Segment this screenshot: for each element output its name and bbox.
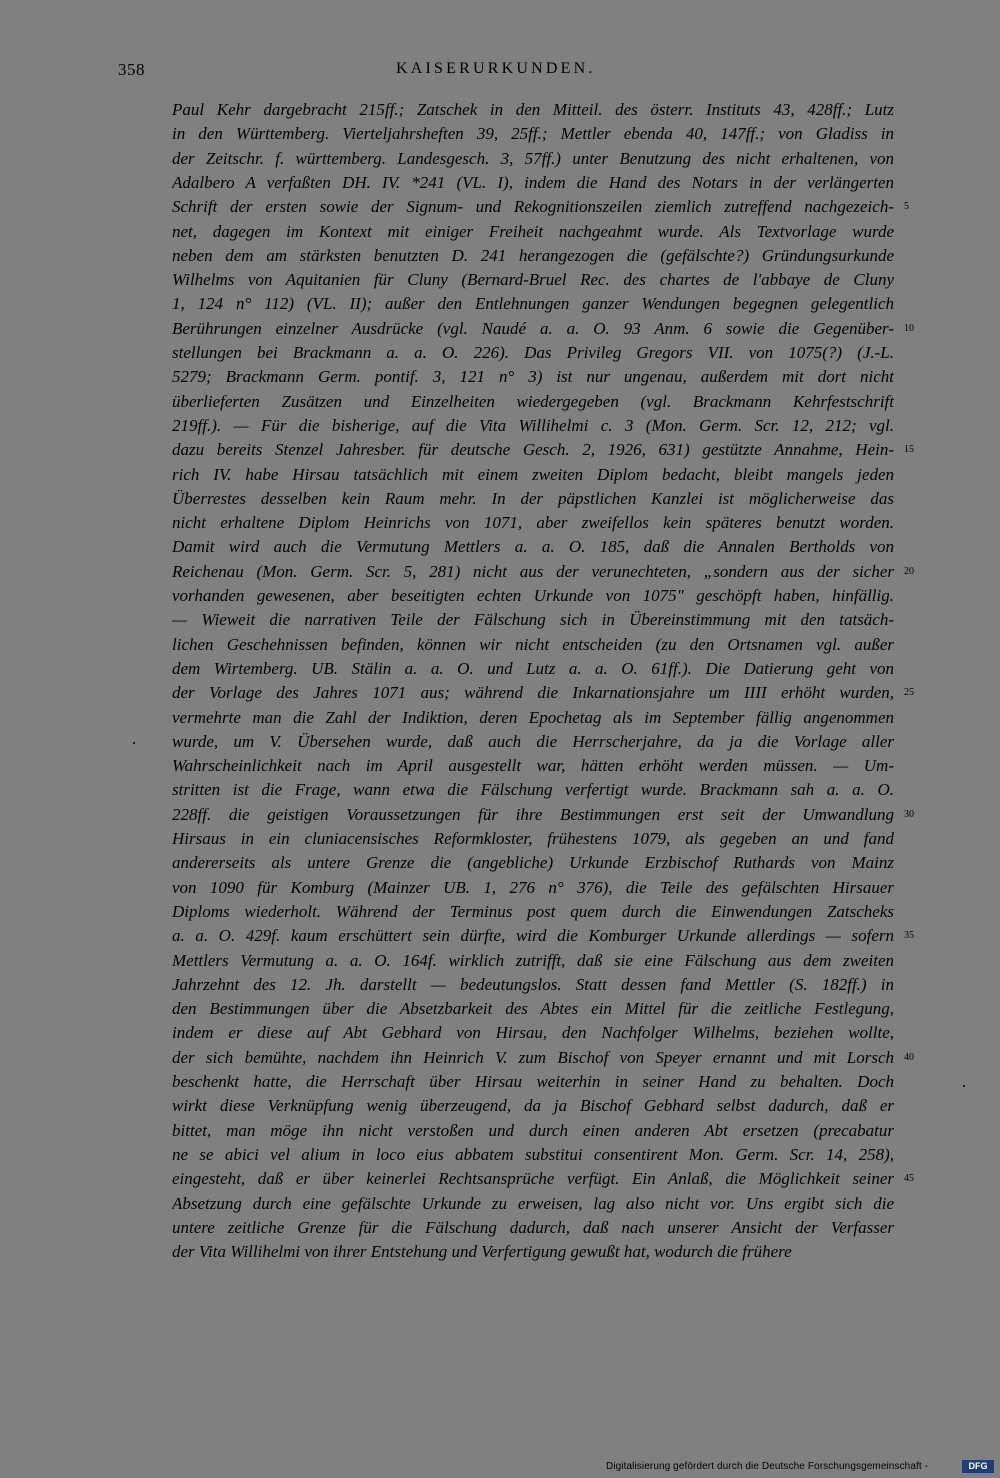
- text-line: den Bestimmungen über die Absetzbarkeit des Abtes ein Mittel für die zeitliche Festlegung,: [172, 999, 894, 1019]
- text-line: Paul Kehr dargebracht 215ff.; Zatschek in den Mitteil. des österr. Instituts 43, 428ff.; Lutz: [172, 100, 894, 119]
- margin-line-number: 30: [904, 808, 914, 820]
- text-line: beschenkt hatte, die Herrschaft über Hirsau weiterhin in seiner Hand zu behalten. Doch: [172, 1072, 894, 1091]
- margin-line-number: 5: [904, 201, 909, 213]
- text-line: 219ff.). — Für die bisherige, auf die Vita Willihelmi c. 3 (Mon. Germ. Scr. 12, 212; vgl.: [172, 415, 894, 435]
- text-line: neben dem am stärksten benutzten D. 241 herangezogen die (gefälschte?) Gründungsurkunde: [172, 245, 894, 265]
- margin-line-number: 25: [904, 687, 914, 699]
- text-line: Berührungen einzelner Ausdrücke (vgl. Naudé a. a. O. 93 Anm. 6 sowie die Gegenüber-: [172, 318, 894, 338]
- text-line: Reichenau (Mon. Germ. Scr. 5, 281) nicht aus der verunechteten, „sondern aus der sicher: [172, 561, 894, 581]
- text-line: vorhanden gewesenen, aber beseitigten echten Urkunde von 1075" geschöpft haben, hinfällig.: [172, 586, 894, 605]
- text-line: Hirsaus in ein cluniacensisches Reformkloster, frühestens 1079, als gegeben an und fand: [172, 829, 894, 848]
- page-header: [0, 60, 1000, 84]
- text-line: 228ff. die geistigen Voraussetzungen für ihre Bestimmungen erst seit der Umwandlung: [172, 804, 894, 824]
- text-line: Mettlers Vermutung a. a. O. 164f. wirklich zutrifft, daß sie eine Fälschung aus dem zweiten: [172, 950, 894, 970]
- text-line: vermehrte man die Zahl der Indiktion, deren Epochetag als im September fällig angenommen: [172, 707, 894, 727]
- text-line: 5279; Brackmann Germ. pontif. 3, 121 n° 3) ist nur ungenau, außerdem mit dort nicht: [172, 367, 894, 387]
- text-line: wurde, um V. Übersehen wurde, daß auch die Herrscherjahre, da ja die Vorlage aller: [172, 731, 894, 751]
- text-line: Überrestes desselben kein Raum mehr. In der päpstlichen Kanzlei ist möglicherweise das: [172, 488, 894, 508]
- text-line: indem er diese auf Abt Gebhard von Hirsau, den Nachfolger Wilhelms, beziehen wollte,: [172, 1023, 894, 1043]
- text-line: ne se abici vel alium in loco eius abbatem substitui consentirent Mon. Germ. Scr. 14, 258),: [172, 1144, 894, 1164]
- text-line: der Zeitschr. f. württemberg. Landesgesch. 3, 57ff.) unter Benutzung des nicht erhaltenen, von: [172, 148, 894, 168]
- margin-line-number: 15: [904, 444, 914, 456]
- text-line: Jahrzehnt des 12. Jh. darstellt — bedeutungslos. Statt dessen fand Mettler (S. 182ff.) in: [172, 974, 894, 994]
- text-line: wirkt diese Verknüpfung wenig überzeugend, da ja Bischof Gebhard selbst dadurch, daß er: [172, 1096, 894, 1116]
- text-line: von 1090 für Komburg (Mainzer UB. 1, 276 n° 376), die Teile des gefälschten Hirsauer: [172, 877, 894, 897]
- text-line: untere zeitliche Grenze für die Fälschung dadurch, daß nach unserer Ansicht der Verfasser: [172, 1217, 894, 1237]
- text-line: in den Württemberg. Vierteljahrsheften 39, 25ff.; Mettler ebenda 40, 147ff.; von Gladiss in: [172, 124, 894, 144]
- text-line: Wilhelms von Aquitanien für Cluny (Bernard-Bruel Rec. des chartes de l'abbaye de Cluny: [172, 270, 894, 290]
- text-line: stritten ist die Frage, wann etwa die Fälschung verfertigt wurde. Brackmann sah a. a. O.: [172, 780, 894, 800]
- margin-line-number: 40: [904, 1051, 914, 1063]
- text-line: — Wieweit die narrativen Teile der Fälschung sich in Übereinstimmung mit den tatsäch-: [172, 610, 894, 630]
- page-number: 358: [118, 60, 145, 79]
- margin-line-number: 10: [904, 322, 914, 334]
- scan-speck: [963, 1085, 965, 1087]
- margin-line-number: 45: [904, 1173, 914, 1185]
- text-line: dazu bereits Stenzel Jahresber. für deutsche Gesch. 2, 1926, 631) gestützte Annahme, Hein-: [172, 440, 894, 460]
- text-line: Diploms wiederholt. Während der Terminus post quem durch die Einwendungen Zatscheks: [172, 901, 894, 921]
- text-line: andererseits als untere Grenze die (angebliche) Urkunde Erzbischof Ruthards von Mainz: [172, 853, 894, 873]
- text-line: bittet, man möge ihn nicht verstoßen und durch einen anderen Abt ersetzen (precabatur: [172, 1120, 894, 1140]
- text-line: eingesteht, daß er über keinerlei Rechtsansprüche verfügt. Ein Anlaß, die Möglichkeit seiner: [172, 1169, 894, 1189]
- digitization-credit: Digitalisierung gefördert durch die Deutsche Forschungsgemeinschaft -: [606, 1461, 929, 1472]
- text-line: Absetzung durch eine gefälschte Urkunde zu erweisen, lag also nicht vor. Uns ergibt sich die: [172, 1193, 894, 1213]
- dfg-logo: DFG: [962, 1460, 994, 1473]
- text-line: 1, 124 n° 112) (VL. II); außer den Entlehnungen ganzer Wendungen begegnen gelegentlich: [172, 294, 894, 314]
- text-line: Wahrscheinlichkeit nach im April ausgestellt war, hätten erhöht werden müssen. — Um-: [172, 756, 894, 776]
- text-line: net, dagegen im Kontext mit einiger Freiheit nachgeahmt wurde. Als Textvorlage wurde: [172, 221, 894, 241]
- text-line: Damit wird auch die Vermutung Mettlers a. a. O. 185, daß die Annalen Bertholds von: [172, 537, 894, 557]
- text-line: lichen Geschehnissen befinden, können wir nicht entscheiden (zu den Ortsnamen vgl. außer: [172, 634, 894, 654]
- scan-speck: [133, 742, 135, 744]
- text-line: der Vorlage des Jahres 1071 aus; während die Inkarnationsjahre um IIII erhöht wurden,: [172, 683, 894, 703]
- text-line: der Vita Willihelmi von ihrer Entstehung und Verfertigung gewußt hat, wodurch die frühere: [172, 1242, 792, 1262]
- text-line: überlieferten Zusätzen und Einzelheiten wiedergegeben (vgl. Brackmann Kehrfestschrift: [172, 391, 894, 411]
- running-head: KAISERURKUNDEN.: [396, 60, 596, 77]
- text-line: dem Wirtemberg. UB. Stälin a. a. O. und Lutz a. a. O. 61ff.). Die Datierung geht von: [172, 658, 894, 678]
- margin-line-number: 35: [904, 930, 914, 942]
- text-line: Adalbero A verfaßten DH. IV. *241 (VL. I), indem die Hand des Notars in der verlängerten: [172, 172, 894, 192]
- text-line: nicht erhaltene Diplom Heinrichs von 1071, aber zweifellos kein späteres benutzt worden.: [172, 513, 894, 533]
- text-line: rich IV. habe Hirsau tatsächlich mit einem zweiten Diplom bedacht, bleibt mangels jeden: [172, 464, 894, 484]
- text-line: stellungen bei Brackmann a. a. O. 226). Das Privileg Gregors VII. von 1075(?) (J.-L.: [172, 343, 894, 362]
- text-line: der sich bemühte, nachdem ihn Heinrich V. zum Bischof von Speyer ernannt und mit Lorsch: [172, 1047, 894, 1067]
- text-line: Schrift der ersten sowie der Signum- und Rekognitionszeilen ziemlich zutreffend nachgezeich-: [172, 197, 894, 217]
- text-line: a. a. O. 429f. kaum erschüttert sein dürfte, wird die Komburger Urkunde allerdings — sofern: [172, 926, 894, 946]
- margin-line-number: 20: [904, 565, 914, 577]
